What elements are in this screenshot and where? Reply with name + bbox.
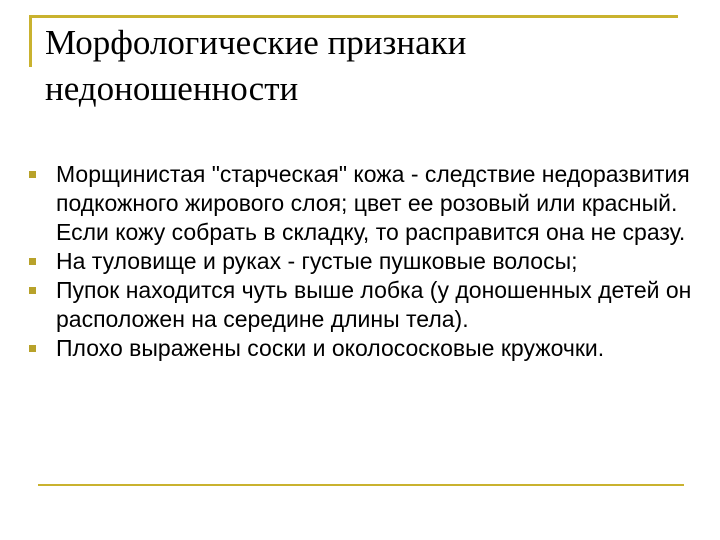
bullet-item-nipples xyxy=(24,334,714,363)
bullet-text: Плохо выражены соски и околососковые кружочки. xyxy=(56,335,605,361)
bullet-item-wrinkled-skin xyxy=(24,160,714,247)
slide-title: Морфологические признаки недоношенности xyxy=(45,23,467,108)
bullet-text: На туловище и руках - густые пушковые волосы; xyxy=(56,248,578,274)
bullet-text: Пупок находится чуть выше лобка (у доношенных детей он расположен на середине длины тела). xyxy=(56,277,692,332)
title-frame-left-line xyxy=(29,15,32,67)
bullet-text: Морщинистая "старческая" кожа - следствие недоразвития подкожного жирового слоя; цвет ее розовый или красный. Если кожу собрать в складку, то расправится она не сразу. xyxy=(56,161,690,245)
square-bullet-icon xyxy=(29,287,36,294)
bullet-list xyxy=(24,160,714,363)
square-bullet-icon xyxy=(29,345,36,352)
title-frame-top-line xyxy=(30,15,678,18)
bottom-divider-line xyxy=(38,484,684,486)
bullet-item-navel-position xyxy=(24,276,714,334)
square-bullet-icon xyxy=(29,171,36,178)
square-bullet-icon xyxy=(29,258,36,265)
bullet-item-lanugo-hair xyxy=(24,247,714,276)
